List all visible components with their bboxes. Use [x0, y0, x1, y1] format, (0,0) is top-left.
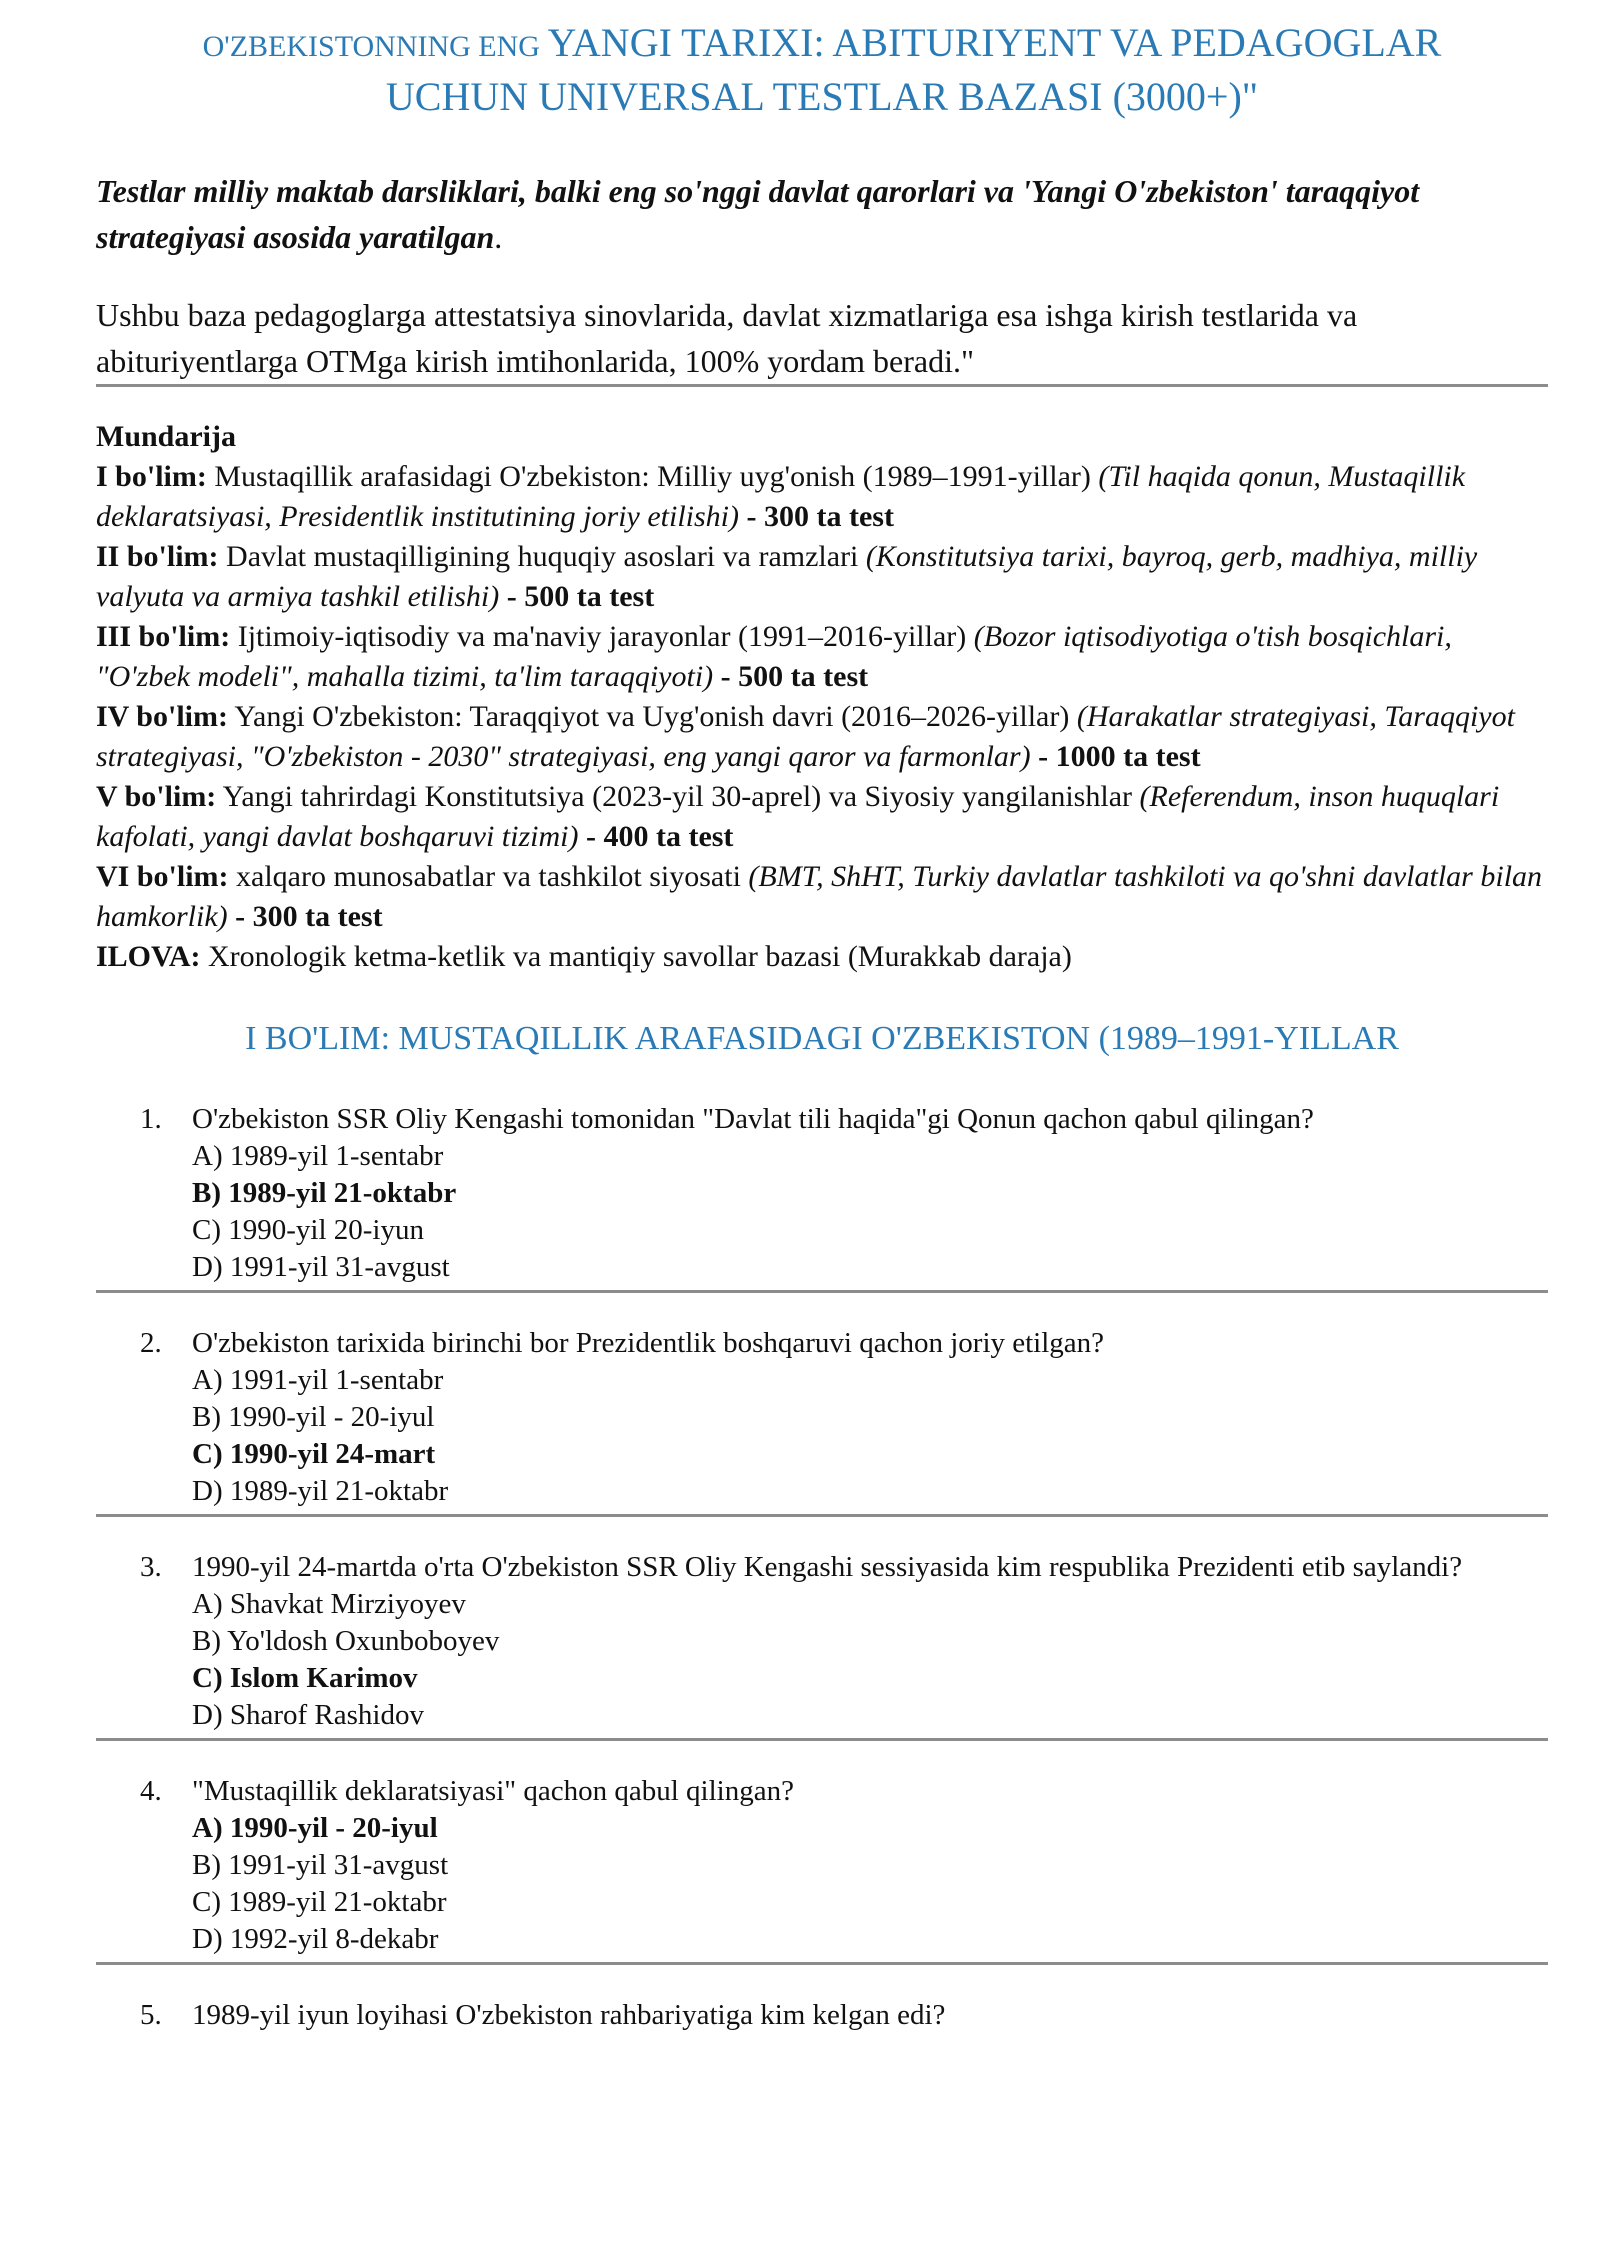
- answer-option: B) Yo'ldosh Oxunboboyev: [192, 1625, 500, 1657]
- toc-item-count: - 500 ta test: [713, 660, 869, 693]
- toc-item-detail: (Bozor iqtisodiyotiga o'tish bosqichlari, "O'zbek modeli", mahalla tizimi, ta'lim taraqqiyoti): [96, 620, 1452, 693]
- lead-text: Testlar milliy maktab darsliklari, balki eng so'nggi davlat qarorlari va 'Yangi O'zbekiston' taraqqiyot strategiyasi asosida yaratilgan: [96, 173, 1420, 255]
- toc-item: [96, 857, 1548, 937]
- question-number: 4.: [140, 1775, 162, 1807]
- toc-item-count: - 500 ta test: [499, 580, 655, 613]
- toc-item-text: Mustaqillik arafasidagi O'zbekiston: Milliy uyg'onish (1989–1991-yillar): [206, 460, 1099, 493]
- document-page: [96, 0, 1548, 2038]
- intro-paragraph: Ushbu baza pedagoglarga attestatsiya sinovlarida, davlat xizmatlariga esa ishga kirish testlarida va abituriyentlarga OTMga kirish imtihonlarida, 100% yordam beradi.": [96, 297, 1358, 379]
- toc-item-label: II bo'lim:: [96, 540, 219, 573]
- question-divider: [96, 1962, 1548, 1965]
- toc-item-label: III bo'lim:: [96, 620, 231, 653]
- toc-item-text: Yangi tahrirdagi Konstitutsiya (2023-yil 30-aprel) va Siyosiy yangilanishlar: [216, 780, 1140, 813]
- answer-option: D) 1989-yil 21-oktabr: [192, 1475, 449, 1507]
- question-divider: [96, 1514, 1548, 1517]
- answer-option: D) Sharof Rashidov: [192, 1699, 424, 1731]
- title-line-2: UCHUN UNIVERSAL TESTLAR BAZASI (3000+)": [385, 74, 1259, 119]
- answer-option: D) 1992-yil 8-dekabr: [192, 1923, 439, 1955]
- section-title: I BO'LIM: MUSTAQILLIK ARAFASIDAGI O'ZBEKISTON (1989–1991-YILLAR: [245, 1020, 1399, 1057]
- toc-heading: Mundarija: [96, 420, 237, 453]
- question-number: 1.: [140, 1103, 162, 1135]
- question-number: 2.: [140, 1327, 162, 1359]
- toc-item-count: - 300 ta test: [739, 500, 894, 533]
- question-number: 5.: [140, 1999, 162, 2031]
- toc-item-detail: (BMT, ShHT, Turkiy davlatlar tashkiloti va qo'shni davlatlar bilan hamkorlik): [96, 860, 1543, 933]
- toc-item-text: Ijtimoiy-iqtisodiy va ma'naviy jarayonlar (1991–2016-yillar): [230, 620, 974, 653]
- answer-option-correct: A) 1990-yil - 20-iyul: [192, 1812, 438, 1844]
- question-item: [96, 1997, 1548, 2038]
- question-divider: [96, 1738, 1548, 1741]
- toc-item-detail: (Referendum, inson huquqlari kafolati, yangi davlat boshqaruvi tizimi): [96, 780, 1500, 853]
- question-text: 1990-yil 24-martda o'rta O'zbekiston SSR Oliy Kengashi sessiyasida kim respublika Prezidenti etib saylandi?: [192, 1551, 1463, 1583]
- toc-item-count: - 400 ta test: [578, 820, 734, 853]
- answer-option: A) 1991-yil 1-sentabr: [192, 1364, 444, 1396]
- document-title: [96, 18, 1548, 122]
- answer-option: A) 1989-yil 1-sentabr: [192, 1140, 444, 1172]
- toc-item-detail: (Til haqida qonun, Mustaqillik deklaratsiyasi, Presidentlik institutining joriy etilishi): [96, 460, 1466, 533]
- answer-option: B) 1990-yil - 20-iyul: [192, 1401, 435, 1433]
- question-text: "Mustaqillik deklaratsiyasi" qachon qabul qilingan?: [192, 1775, 794, 1807]
- toc-list: [96, 457, 1548, 977]
- toc-item: [96, 537, 1548, 617]
- lead-end: .: [494, 219, 503, 255]
- answer-option-correct: C) Islom Karimov: [192, 1662, 418, 1694]
- question-text: O'zbekiston tarixida birinchi bor Prezidentlik boshqaruvi qachon joriy etilgan?: [192, 1327, 1105, 1359]
- toc-item-detail: (Harakatlar strategiyasi, Taraqqiyot strategiyasi, "O'zbekiston - 2030" strategiyasi, eng yangi qaror va farmonlar): [96, 700, 1515, 773]
- title-main-part: YANGI TARIXI: ABITURIYENT VA PEDAGOGLAR: [547, 20, 1442, 65]
- question-item: [96, 1773, 1548, 1962]
- answer-option: B) 1991-yil 31-avgust: [192, 1849, 449, 1881]
- answer-option-correct: C) 1990-yil 24-mart: [192, 1438, 436, 1470]
- toc-item-text: Davlat mustaqilligining huquqiy asoslari va ramzlari: [218, 540, 866, 573]
- toc-item: [96, 617, 1548, 697]
- toc-item-detail: (Konstitutsiya tarixi, bayroq, gerb, madhiya, milliy valyuta va armiya tashkil etilishi): [96, 540, 1478, 613]
- toc-item-count: - 300 ta test: [227, 900, 383, 933]
- answer-option: C) 1990-yil 20-iyun: [192, 1214, 424, 1246]
- toc-item-label: I bo'lim:: [96, 460, 207, 493]
- answer-option: D) 1991-yil 31-avgust: [192, 1251, 450, 1283]
- toc-item-label: VI bo'lim:: [96, 860, 229, 893]
- question-number: 3.: [140, 1551, 162, 1583]
- toc-item-label: V bo'lim:: [96, 780, 217, 813]
- toc-item-label: IV bo'lim:: [96, 700, 228, 733]
- toc-item: [96, 937, 1548, 977]
- toc-item-text: Xronologik ketma-ketlik va mantiqiy savollar bazasi (Murakkab daraja): [200, 940, 1072, 973]
- toc-item-text: xalqaro munosabatlar va tashkilot siyosati: [228, 860, 749, 893]
- answer-option: A) Shavkat Mirziyoyev: [192, 1588, 466, 1620]
- question-item: [96, 1325, 1548, 1514]
- toc-item-text: Yangi O'zbekiston: Taraqqiyot va Uyg'onish davri (2016–2026-yillar): [227, 700, 1077, 733]
- question-text: O'zbekiston SSR Oliy Kengashi tomonidan "Davlat tili haqida"gi Qonun qachon qabul qilingan?: [192, 1103, 1314, 1135]
- answer-option-correct: B) 1989-yil 21-oktabr: [192, 1177, 457, 1209]
- lead-paragraph: [96, 168, 1548, 260]
- toc-item: [96, 457, 1548, 537]
- title-small-caps-part: O'ZBEKISTONNING ENG: [202, 30, 548, 63]
- table-of-contents: [96, 417, 1548, 977]
- question-divider: [96, 1290, 1548, 1293]
- question-list: [96, 1101, 1548, 2038]
- question-item: [96, 1101, 1548, 1290]
- divider: [96, 384, 1548, 387]
- toc-item-count: - 1000 ta test: [1030, 740, 1201, 773]
- toc-item-label: ILOVA:: [96, 940, 201, 973]
- answer-option: C) 1989-yil 21-oktabr: [192, 1886, 447, 1918]
- question-item: [96, 1549, 1548, 1738]
- toc-item: [96, 777, 1548, 857]
- title-line-1: [96, 18, 1548, 72]
- toc-item: [96, 697, 1548, 777]
- question-text: 1989-yil iyun loyihasi O'zbekiston rahbariyatiga kim kelgan edi?: [192, 1999, 946, 2031]
